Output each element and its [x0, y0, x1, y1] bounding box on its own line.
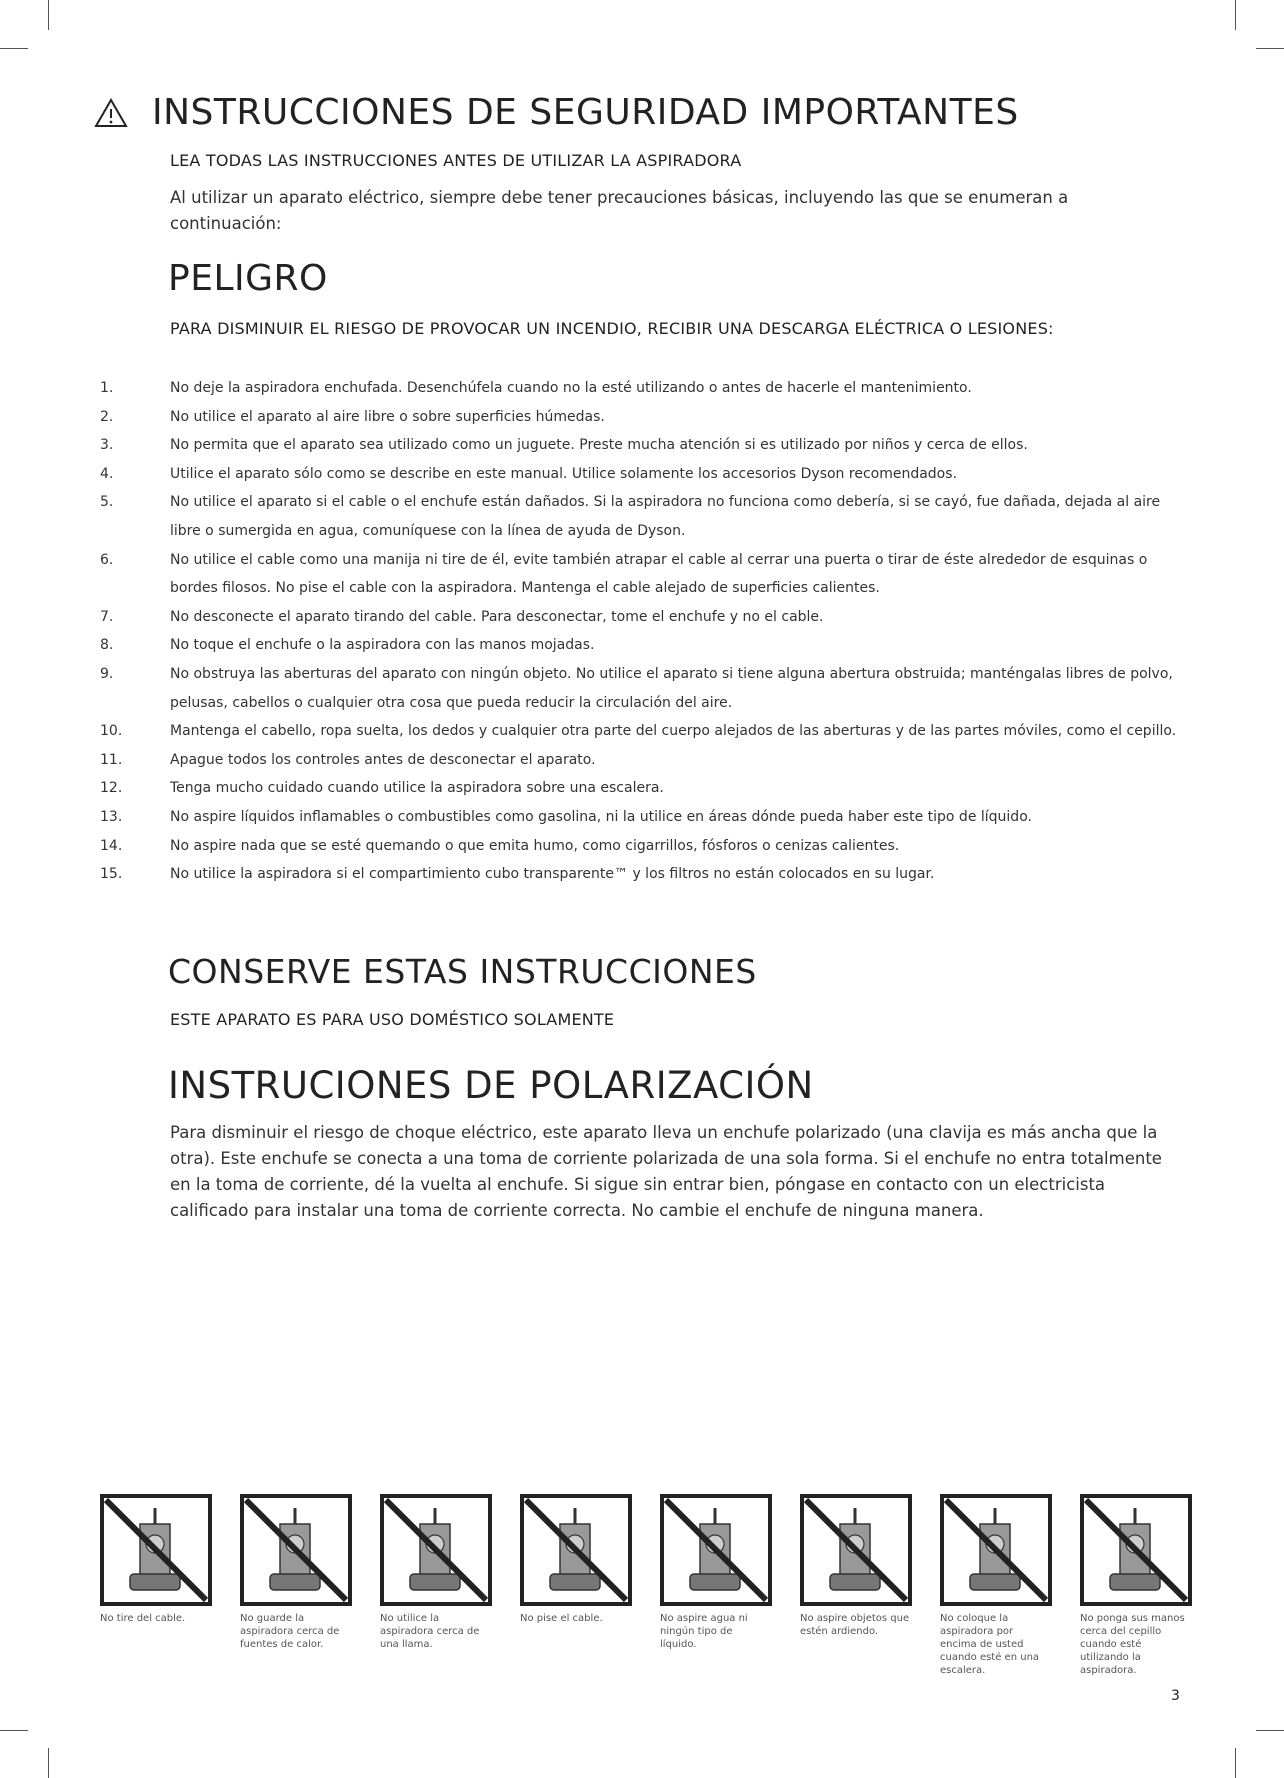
no-pull-cord-icon	[100, 1494, 212, 1606]
item-number: 4.	[100, 465, 114, 482]
crop-mark	[1256, 48, 1284, 49]
item-text: Utilice el aparato sólo como se describe en este manual. Utilice solamente los accesorios Dyson recomendados.	[170, 465, 957, 482]
no-heat-source-icon	[240, 1494, 352, 1606]
pictogram-caption: No pise el cable.	[520, 1613, 603, 1624]
crop-mark	[0, 48, 28, 49]
pictogram-caption: No aspire objetos que estén ardiendo.	[800, 1613, 910, 1637]
item-text: No aspire nada que se esté quemando o que emita humo, como cigarrillos, fósforos o cenizas calientes.	[170, 837, 900, 854]
pictogram	[800, 1494, 930, 1638]
list-item	[100, 403, 1200, 432]
pictogram	[660, 1494, 790, 1651]
crop-mark	[1235, 1748, 1236, 1778]
conserve-heading: CONSERVE ESTAS INSTRUCCIONES	[168, 952, 757, 991]
list-item	[100, 546, 1200, 603]
item-number: 9.	[100, 665, 114, 682]
pictogram	[380, 1494, 510, 1651]
no-step-cord-icon	[520, 1494, 632, 1606]
item-number: 3.	[100, 437, 114, 454]
list-item	[100, 774, 1200, 803]
no-water-icon	[660, 1494, 772, 1606]
page-number: 3	[1171, 1688, 1180, 1704]
item-number: 5.	[100, 494, 114, 511]
pictogram-caption: No utilice la aspiradora cerca de una llama.	[380, 1613, 480, 1650]
list-item	[100, 860, 1200, 889]
item-number: 10.	[100, 723, 123, 740]
item-text: No toque el enchufe o la aspiradora con las manos mojadas.	[170, 637, 595, 654]
item-number: 6.	[100, 551, 114, 568]
list-item	[100, 832, 1200, 861]
no-stairs-icon	[940, 1494, 1052, 1606]
list-item	[100, 603, 1200, 632]
item-text: No permita que el aparato sea utilizado como un juguete. Preste mucha atención si es utilizado por niños y cerca de ellos.	[170, 437, 1028, 454]
item-text: No deje la aspiradora enchufada. Desenchúfela cuando no la esté utilizando o antes de hacerle el mantenimiento.	[170, 380, 972, 396]
item-text: No aspire líquidos inflamables o combustibles como gasolina, ni la utilice en áreas dónde pueda haber este tipo de líquido.	[170, 808, 1032, 825]
crop-mark	[48, 1748, 49, 1778]
item-number: 13.	[100, 808, 123, 825]
pictogram	[1080, 1494, 1210, 1677]
title-row	[94, 92, 1019, 133]
pictogram-caption: No tire del cable.	[100, 1613, 186, 1624]
item-number: 11.	[100, 751, 123, 768]
crop-mark	[1256, 1730, 1284, 1731]
list-item	[100, 431, 1200, 460]
item-text: No utilice el aparato al aire libre o sobre superficies húmedas.	[170, 408, 605, 425]
item-number: 15.	[100, 866, 123, 883]
crop-mark	[1235, 0, 1236, 30]
pictogram-caption: No aspire agua ni ningún tipo de líquido.	[660, 1613, 748, 1650]
pictogram	[100, 1494, 230, 1625]
danger-heading: PELIGRO	[168, 258, 328, 299]
item-number: 1.	[100, 380, 114, 396]
item-text: No desconecte el aparato tirando del cable. Para desconectar, tome el enchufe y no el cable.	[170, 608, 824, 625]
list-item	[100, 717, 1200, 746]
list-item	[100, 488, 1200, 545]
pictogram	[240, 1494, 370, 1651]
no-burning-objects-icon	[800, 1494, 912, 1606]
item-number: 2.	[100, 408, 114, 425]
list-item	[100, 460, 1200, 489]
warning-triangle-icon	[94, 98, 128, 128]
item-number: 14.	[100, 837, 123, 854]
item-text: Apague todos los controles antes de desconectar el aparato.	[170, 751, 596, 768]
list-item	[100, 746, 1200, 775]
item-text: Tenga mucho cuidado cuando utilice la aspiradora sobre una escalera.	[170, 780, 664, 797]
list-item	[100, 660, 1200, 717]
polarization-text: Para disminuir el riesgo de choque eléctrico, este aparato lleva un enchufe polarizado (una clavija es más ancha que la otra). Este enchufe se conecta a una toma de corriente polarizada de una sola forma. Si el enchufe no entra totalmente en la toma de corriente, dé la vuelta al enchufe. Si sigue sin entrar bien, póngase en contacto con un electricista calificado para instalar una toma de corriente correcta. No cambie el enchufe de ninguna manera.	[170, 1123, 1162, 1220]
list-item	[100, 803, 1200, 832]
no-flame-icon	[380, 1494, 492, 1606]
crop-mark	[48, 0, 49, 30]
list-item	[100, 374, 1200, 403]
item-text: No utilice el aparato si el cable o el enchufe están dañados. Si la aspiradora no funciona como debería, si se cayó, fue dañada, dejada al aire libre o sumergida en agua, comuníquese con la línea de ayuda de Dyson.	[170, 494, 1161, 539]
read-all-instructions: LEA TODAS LAS INSTRUCCIONES ANTES DE UTILIZAR LA ASPIRADORA	[170, 151, 742, 170]
pictogram-caption: No guarde la aspiradora cerca de fuentes de calor.	[240, 1613, 340, 1650]
danger-subtitle: PARA DISMINUIR EL RIESGO DE PROVOCAR UN INCENDIO, RECIBIR UNA DESCARGA ELÉCTRICA O LESIONES:	[170, 319, 1054, 338]
pictogram-caption: No ponga sus manos cerca del cepillo cuando esté utilizando la aspiradora.	[1080, 1613, 1185, 1676]
intro-text: Al utilizar un aparato eléctrico, siempre debe tener precauciones básicas, incluyendo las que se enumeran a continuación:	[170, 188, 1069, 233]
list-item	[100, 631, 1200, 660]
item-text: No utilice el cable como una manija ni tire de él, evite también atrapar el cable al cerrar una puerta o tirar de éste alrededor de esquinas o bordes filosos. No pise el cable con la aspiradora. Mantenga el cable alejado de superficies calientes.	[170, 551, 1148, 597]
pictogram	[520, 1494, 650, 1625]
item-text: Mantenga el cabello, ropa suelta, los dedos y cualquier otra parte del cuerpo alejados de las aberturas y de las partes móviles, como el cepillo.	[170, 723, 1177, 740]
polarization-heading: INSTRUCIONES DE POLARIZACIÓN	[168, 1064, 814, 1107]
no-hands-near-brush-icon	[1080, 1494, 1192, 1606]
domestic-use-note: ESTE APARATO ES PARA USO DOMÉSTICO SOLAMENTE	[170, 1010, 615, 1029]
pictogram	[940, 1494, 1070, 1677]
item-text: No obstruya las aberturas del aparato con ningún objeto. No utilice el aparato si tiene alguna abertura obstruida; manténgalas libres de polvo, pelusas, cabellos o cualquier otra cosa que pueda reducir la circulación del aire.	[170, 665, 1173, 711]
item-text: No utilice la aspiradora si el compartimiento cubo transparente™ y los filtros no están colocados en su lugar.	[170, 866, 935, 883]
crop-mark	[0, 1730, 28, 1731]
instruction-list	[100, 374, 1200, 889]
item-number: 12.	[100, 780, 123, 797]
pictogram-caption: No coloque la aspiradora por encima de usted cuando esté en una escalera.	[940, 1613, 1040, 1676]
page-title: INSTRUCCIONES DE SEGURIDAD IMPORTANTES	[152, 92, 1019, 133]
item-number: 7.	[100, 608, 114, 625]
item-number: 8.	[100, 637, 114, 654]
